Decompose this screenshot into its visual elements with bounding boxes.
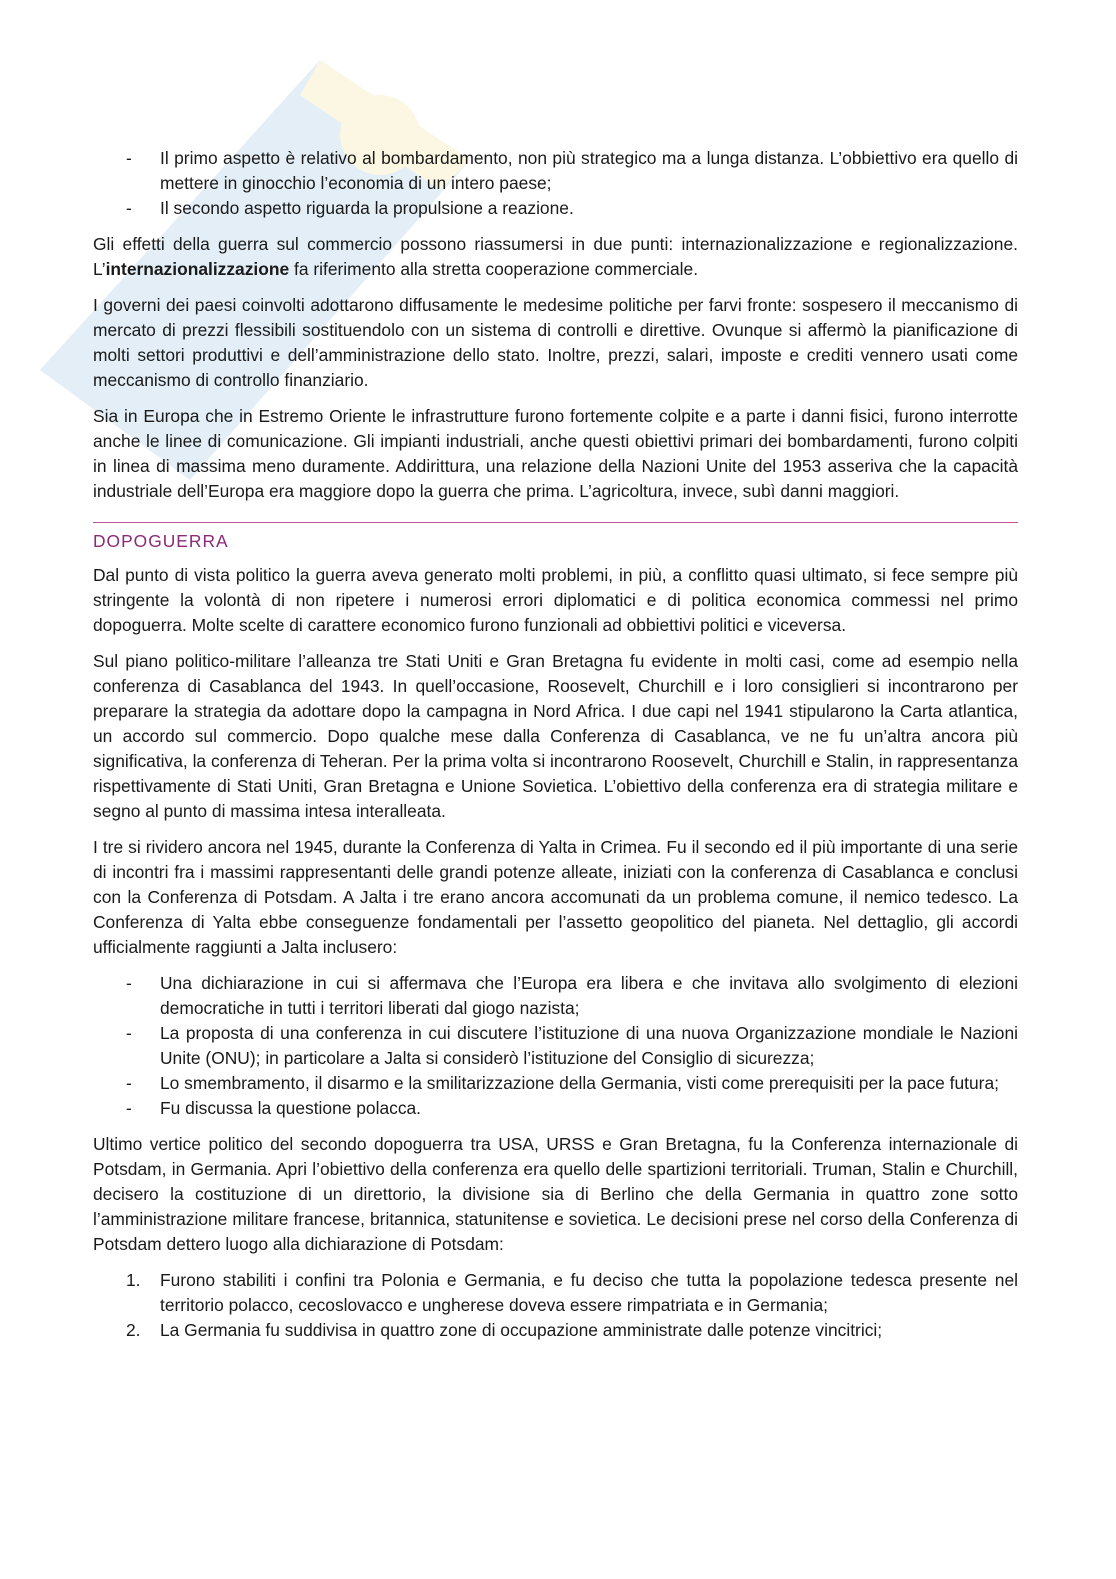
dash-marker: - bbox=[126, 198, 132, 218]
dash-marker: - bbox=[126, 973, 132, 993]
list-item: 1. Furono stabiliti i confini tra Polonia e Germania, e fu deciso che tutta la popolazione tedesca presente nel territorio polacco, cecoslovacco e ungherese doveva essere rimpatriata e in Germania; bbox=[126, 1270, 1018, 1315]
list-item: - Fu discussa la questione polacca. bbox=[93, 1096, 1018, 1121]
list-item: - Una dichiarazione in cui si affermava che l’Europa era libera e che invitava allo svolgimento di elezioni democratiche in tutti i territori liberati dal giogo nazista; bbox=[126, 973, 1018, 1018]
list-item: - Lo smembramento, il disarmo e la smilitarizzazione della Germania, visti come prerequisiti per la pace futura; bbox=[93, 1071, 1018, 1096]
list-item: - Il primo aspetto è relativo al bombardamento, non più strategico ma a lunga distanza. L’obbiettivo era quello di mettere in ginocchio l’economia di un intero paese; bbox=[126, 148, 1018, 193]
document-page bbox=[93, 146, 1018, 1354]
dash-marker: - bbox=[126, 148, 132, 168]
bullets-yalta bbox=[93, 971, 1018, 1121]
paragraph-governi: I governi dei paesi coinvolti adottarono diffusamente le medesime politiche per farvi fronte: sospesero il meccanismo di mercato di prezzi flessibili sostituendolo con un sistema di controlli e direttive. Ovunque si affermò la pianificazione di molti settori produttivi e dell’amministrazione dello stato. Inoltre, prezzi, salari, imposte e crediti vennero usati come meccanismo di controllo finanziario. bbox=[93, 295, 1018, 390]
paragraph-potsdam: Ultimo vertice politico del secondo dopoguerra tra USA, URSS e Gran Bretagna, fu la Conferenza internazionale di Potsdam, in Germania. Apri l’obiettivo della conferenza era quello delle spartizioni territoriali. Truman, Stalin e Churchill, decisero la costituzione di un direttorio, la divisione sia di Berlino che della Germania in quattro zone sotto l’amministrazione militare francese, britannica, statunitense e sovietica. Le decisioni prese nel corso della Conferenza di Potsdam dettero luogo alla dichiarazione di Potsdam: bbox=[93, 1134, 1018, 1254]
list-item: 2. La Germania fu suddivisa in quattro zone di occupazione amministrate dalle potenze vincitrici; bbox=[93, 1318, 1018, 1343]
section-divider bbox=[93, 522, 1018, 523]
dash-marker: - bbox=[126, 1073, 132, 1093]
list-number: 2. bbox=[126, 1320, 141, 1340]
bullets-top bbox=[93, 146, 1018, 221]
paragraph-europa: Sia in Europa che in Estremo Oriente le infrastrutture furono fortemente colpite e a parte i danni fisici, furono interrotte anche le linee di comunicazione. Gli impianti industriali, anche questi obiettivi primari dei bombardamenti, furono colpiti in linea di massima meno duramente. Addirittura, una relazione della Nazioni Unite del 1953 asseriva che la capacità industriale dell’Europa era maggiore dopo la guerra che prima. L’agricoltura, invece, subì danni maggiori. bbox=[93, 406, 1018, 501]
bold-term: internazionalizzazione bbox=[105, 259, 290, 279]
paragraph-yalta: I tre si rividero ancora nel 1945, durante la Conferenza di Yalta in Crimea. Fu il secondo ed il più importante di una serie di incontri fra i massimi rappresentanti delle grandi potenze alleate, iniziati con la conferenza di Casablanca e conclusi con la Conferenza di Potsdam. A Jalta i tre erano ancora accomunati da un problema comune, il nemico tedesco. La Conferenza di Yalta ebbe conseguenze fondamentali per l’assetto geopolitico del pianeta. Nel dettaglio, gli accordi ufficialmente raggiunti a Jalta inclusero: bbox=[93, 837, 1018, 957]
section-heading: DOPOGUERRA bbox=[93, 531, 229, 551]
paragraph-politico: Dal punto di vista politico la guerra aveva generato molti problemi, in più, a conflitto quasi ultimato, si fece sempre più stringente la volontà di non ripetere i numerosi errori diplomatici e di politica economica commessi nel primo dopoguerra. Molte scelte di carattere economico furono funzionali ad obbiettivi politici e viceversa. bbox=[93, 565, 1018, 635]
dash-marker: - bbox=[126, 1098, 132, 1118]
list-number: 1. bbox=[126, 1270, 141, 1290]
paragraph-effetti: Gli effetti della guerra sul commercio possono riassumersi in due punti: internazionalizzazione e regionalizzazione. L’internazionalizzazione fa riferimento alla stretta cooperazione commerciale. bbox=[93, 234, 1018, 279]
numbered-list-potsdam bbox=[93, 1268, 1018, 1343]
list-item: - La proposta di una conferenza in cui discutere l’istituzione di una nuova Organizzazione mondiale le Nazioni Unite (ONU); in particolare a Jalta si considerò l’istituzione del Consiglio di sicurezza; bbox=[126, 1023, 1018, 1068]
list-item: - Il secondo aspetto riguarda la propulsione a reazione. bbox=[93, 196, 1018, 221]
dash-marker: - bbox=[126, 1023, 132, 1043]
paragraph-alleanza: Sul piano politico-militare l’alleanza tre Stati Uniti e Gran Bretagna fu evidente in molti casi, come ad esempio nella conferenza di Casablanca del 1943. In quell’occasione, Roosevelt, Churchill e i loro consiglieri si incontrarono per preparare la strategia da adottare dopo la campagna in Nord Africa. I due capi nel 1941 stipularono la Carta atlantica, un accordo sul commercio. Dopo qualche mese dalla Conferenza di Casablanca, ve ne fu un’altra ancora più significativa, la conferenza di Teheran. Per la prima volta si incontrarono Roosevelt, Churchill e Stalin, in rappresentanza rispettivamente di Stati Uniti, Gran Bretagna e Unione Sovietica. L’obiettivo della conferenza era di strategia militare e segno al punto di massima intesa interalleata. bbox=[93, 651, 1018, 821]
